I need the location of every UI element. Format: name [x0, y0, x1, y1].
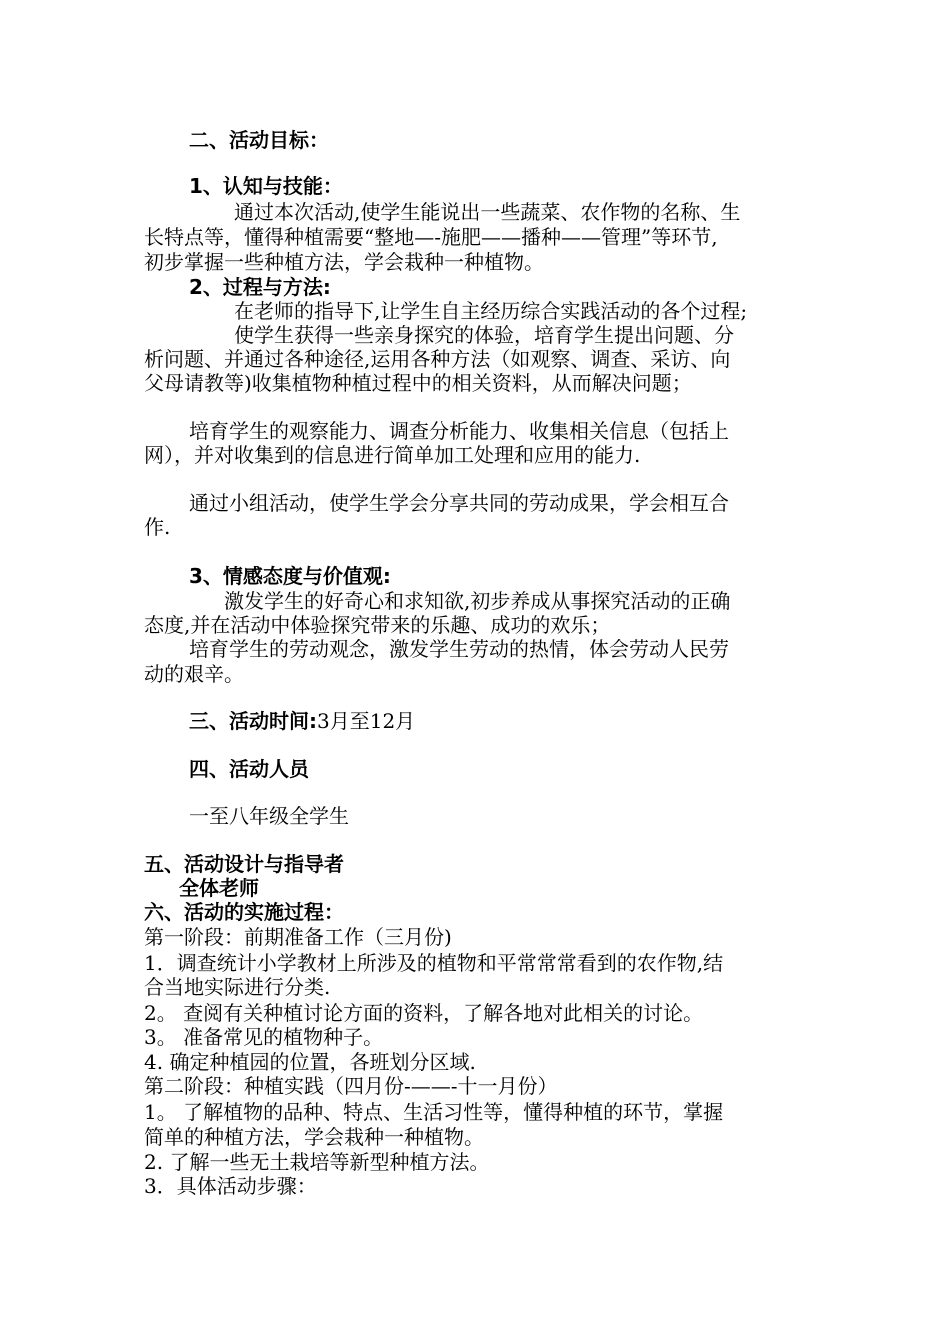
- paragraph-line: 动的艰辛。: [144, 662, 244, 686]
- paragraph-line: 父母请教等)收集植物种植过程中的相关资料，从而解决问题；: [144, 371, 692, 395]
- section-3-line: [189, 708, 415, 734]
- section-3-heading: 三、活动时间:: [189, 709, 317, 733]
- section-5-heading: 五、活动设计与指导者: [144, 852, 344, 876]
- section-6-heading: 六、活动的实施过程：: [144, 900, 344, 924]
- list-item: 简单的种植方法，学会栽种一种植物。: [144, 1125, 484, 1149]
- paragraph-line: 网），并对收集到的信息进行简单加工处理和应用的能力.: [144, 443, 641, 467]
- list-item: 3。 准备常见的植物种子。: [144, 1025, 384, 1049]
- list-item: 4. 确定种植园的位置，各班划分区域.: [144, 1050, 476, 1074]
- paragraph-line: 培育学生的观察能力、调查分析能力、收集相关信息（包括上: [189, 419, 729, 443]
- section-2-heading: 二、活动目标：: [189, 128, 329, 152]
- paragraph-line: 培育学生的劳动观念，激发学生劳动的热情，体会劳动人民劳: [189, 637, 729, 661]
- paragraph-line: 作.: [144, 515, 171, 539]
- activity-participants-value: 一至八年级全学生: [189, 804, 349, 828]
- paragraph-line: 通过小组活动，使学生学会分享共同的劳动成果，学会相互合: [189, 491, 729, 515]
- list-item: 2。 查阅有关种植讨论方面的资料，了解各地对此相关的讨论。: [144, 1001, 704, 1025]
- subsection-process-heading: 2、过程与方法:: [189, 275, 331, 299]
- paragraph-line: 通过本次活动,使学生能说出一些蔬菜、农作物的名称、生: [234, 200, 741, 224]
- list-item: 1。 了解植物的品种、特点、生活习性等，懂得种植的环节，掌握: [144, 1100, 724, 1124]
- stage-2-title: 第二阶段：种植实践（四月份-——-十一月份）: [144, 1074, 558, 1098]
- paragraph-line: 长特点等，懂得种植需要“整地—-施肥——播种——管理”等环节,: [144, 225, 718, 249]
- list-item: 2. 了解一些无土栽培等新型种植方法。: [144, 1150, 490, 1174]
- subsection-attitude-heading: 3、情感态度与价值观:: [189, 564, 391, 588]
- section-4-heading: 四、活动人员: [189, 757, 309, 781]
- paragraph-line: 使学生获得一些亲身探究的体验，培育学生提出问题、分: [234, 323, 734, 347]
- paragraph-line: 激发学生的好奇心和求知欲,初步养成从事探究活动的正确: [224, 589, 731, 613]
- paragraph-line: 态度,并在活动中体验探究带来的乐趣、成功的欢乐；: [144, 613, 611, 637]
- list-item: 合当地实际进行分类.: [144, 975, 331, 999]
- list-item: 3．具体活动步骤：: [144, 1174, 317, 1198]
- activity-designers-value: 全体老师: [179, 876, 259, 900]
- paragraph-line: 初步掌握一些种植方法，学会栽种一种植物。: [144, 250, 544, 274]
- subsection-cognition-heading: 1、认知与技能：: [189, 174, 343, 198]
- list-item: 1．调查统计小学教材上所涉及的植物和平常常常看到的农作物,结: [144, 951, 724, 975]
- paragraph-line: 析问题、并通过各种途径,运用各种方法（如观察、调查、采访、向: [144, 347, 731, 371]
- paragraph-line: 在老师的指导下,让学生自主经历综合实践活动的各个过程;: [234, 299, 748, 323]
- activity-time-value: 3月至12月: [317, 709, 416, 733]
- stage-1-title: 第一阶段：前期准备工作（三月份): [144, 925, 452, 949]
